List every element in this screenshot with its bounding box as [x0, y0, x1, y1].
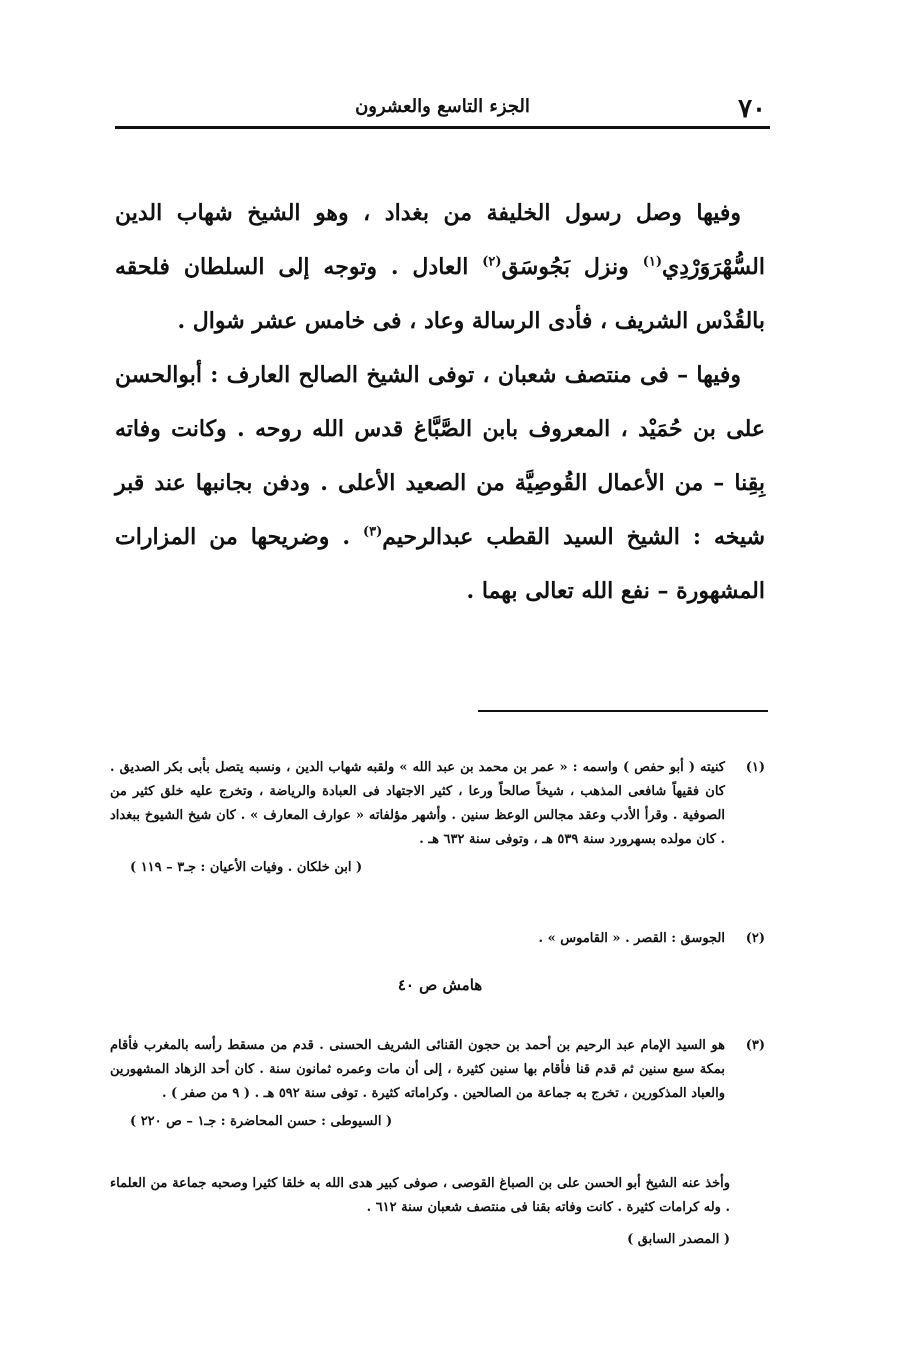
footnote-ref-3: (٣) — [362, 524, 383, 540]
paragraph-2-part-1: وفيها – فى منتصف شعبان ، توفى الشيخ الصالح العارف : أبوالحسن على بن حُمَيْد ، المعروف بابن الصَّبَّاغ قدس الله روحه . وكانت وفاته بِقِنا – من الأعمال القُوصِيَّة من الصعيد الأعلى . ودفن بجانبها عند قبر شيخه : الشيخ السيد القطب عبدالرحيم — [115, 362, 766, 550]
footnote-1-source: ( ابن خلكان . وفيات الأعيان : جـ٣ – ١١٩ ) — [130, 860, 363, 875]
footnote-3 — [110, 1034, 765, 1134]
paragraph-1-part-2: ونزل بَجُوسَق — [501, 254, 643, 280]
footnote-1 — [110, 756, 765, 880]
paragraph-1 — [115, 186, 765, 348]
continuation-source: ( المصدر السابق ) — [627, 1232, 730, 1247]
continuation-text: وأخذ عنه الشيخ أبو الحسن على بن الصباغ القوصى ، صوفى كبير هدى الله به خلقا كثيرا وصحبه جماعة من العلماء . وله كرامات كثيرة . كانت وفاته بقنا فى منتصف شعبان سنة ٦١٢ . — [110, 1176, 730, 1215]
paragraph-2 — [115, 348, 765, 618]
paragraph-1-part-3: العادل . وتوجه إلى السلطان فلحقه بالقُدْس الشريف ، فأدى الرسالة وعاد ، فى خامس عشر شوال . — [115, 254, 765, 334]
footnote-1-number: (١) — [745, 760, 765, 775]
footnote-3-body — [110, 1034, 765, 1106]
footnote-separator — [478, 710, 768, 712]
footnote-2 — [110, 927, 765, 951]
header-rule — [115, 126, 770, 129]
paragraph-1-text — [115, 186, 765, 348]
page-header — [115, 88, 770, 128]
footnote-1-text: كنيته ( أبو حفص ) واسمه : « عمر بن محمد بن عبد الله » ولقبه شهاب الدين ، ونسبه يتصل بأبى بكر الصديق . كان فقيهاً شافعى المذهب ، شيخاً صالحاً ورعا ، كثير الاجتهاد فى العبادة والرياضة ، وتخرج عليه خلق كثير من الصوفية . وقرأ الأدب وعقد مجالس الوعظ سنين . وأشهر مؤلفاته « عوارف المعارف » . كان شيخ الشيوخ ببغداد . كان مولده بسهرورد سنة ٥٣٩ هـ ، وتوفى سنة ٦٣٢ هـ . — [110, 760, 725, 847]
paragraph-2-part-2: . وضريحها من المزارات المشهورة – نفع الله تعالى بهما . — [115, 524, 765, 604]
footnote-3-text: هو السيد الإمام عبد الرحيم بن أحمد بن حجون القنائى الشريف الحسنى . قدم من مسقط رأسه بالمغرب فأقام بمكة سبع سنين ثم قدم قنا فأقام بها سنين كثيرة ، إلى أن مات وعمره ثمانون سنة . كان أحد الزهاد المشهورين والعباد المذكورين ، تخرج به جماعة من الصالحين . وكراماته كثيرة . توفى سنة ٥٩٢ هـ . ( ٩ من صفر ) . — [110, 1038, 725, 1101]
footnote-2-body — [110, 927, 765, 951]
footnote-ref-1: (١) — [642, 254, 662, 270]
footnote-1-body — [110, 756, 765, 852]
footnote-3-number: (٣) — [745, 1038, 765, 1053]
page-number: ٧٠ — [738, 94, 766, 124]
margin-heading: هامش ص ٤٠ — [397, 976, 483, 994]
footnote-3-source: ( السيوطى : حسن المحاضرة : جـ١ – ص ٢٢٠ ) — [130, 1114, 393, 1129]
footnote-2-text: الجوسق : القصر . « القاموس » . — [538, 931, 725, 946]
running-head: الجزء التاسع والعشرون — [355, 96, 530, 117]
footnote-3-continuation — [110, 1172, 730, 1252]
paragraph-2-text — [115, 348, 765, 618]
footnote-ref-2: (٢) — [482, 254, 502, 270]
paragraph-1-part-1: وفيها وصل رسول الخليفة من بغداد ، وهو الشيخ شهاب الدين السُّهْرَوَرْدِي — [115, 200, 765, 280]
footnote-2-number: (٢) — [745, 931, 765, 946]
